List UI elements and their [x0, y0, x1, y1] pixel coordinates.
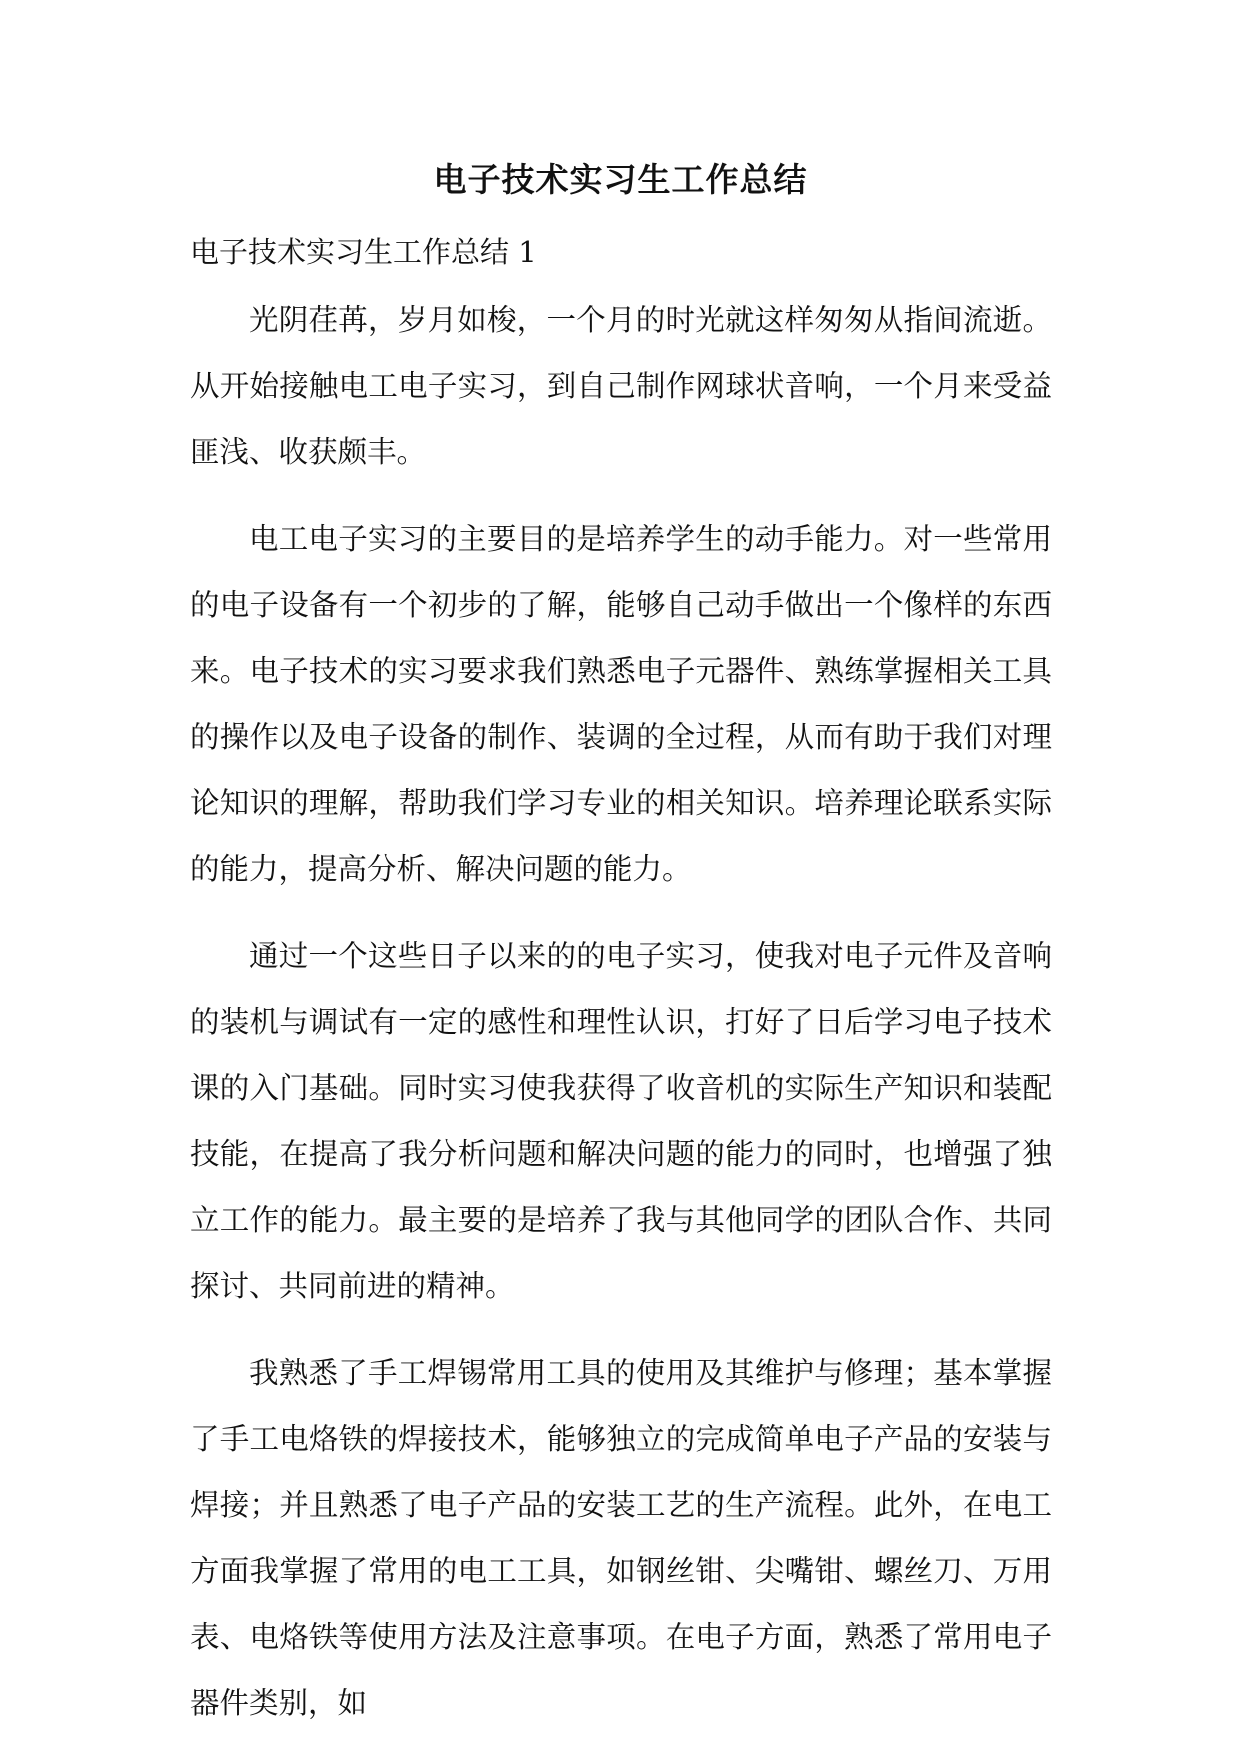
paragraph-3: 通过一个这些日子以来的的电子实习，使我对电子元件及音响的装机与调试有一定的感性和理性认识，打好了日后学习电子技术课的入门基础。同时实习使我获得了收音机的实际生产知识和装配技能，在提高了我分析问题和解决问题的能力的同时，也增强了独立工作的能力。最主要的是培养了我与其他同学的团队合作、共同探讨、共同前进的精神。 — [190, 939, 1052, 1303]
section-heading: 电子技术实习生工作总结 1 — [190, 235, 537, 269]
document-body — [190, 287, 1052, 1736]
paragraph-2: 电工电子实习的主要目的是培养学生的动手能力。对一些常用的电子设备有一个初步的了解，能够自己动手做出一个像样的东西来。电子技术的实习要求我们熟悉电子元器件、熟练掌握相关工具的操作以及电子设备的制作、装调的全过程，从而有助于我们对理论知识的理解，帮助我们学习专业的相关知识。培养理论联系实际的能力，提高分析、解决问题的能力。 — [190, 522, 1052, 886]
document-title: 电子技术实习生工作总结 — [433, 160, 808, 199]
paragraph-1: 光阴荏苒，岁月如梭，一个月的时光就这样匆匆从指间流逝。从开始接触电工电子实习，到自己制作网球状音响，一个月来受益匪浅、收获颇丰。 — [190, 303, 1052, 469]
paragraph-4: 我熟悉了手工焊锡常用工具的使用及其维护与修理；基本掌握了手工电烙铁的焊接技术，能够独立的完成简单电子产品的安装与焊接；并且熟悉了电子产品的安装工艺的生产流程。此外，在电工方面我掌握了常用的电工工具，如钢丝钳、尖嘴钳、螺丝刀、万用表、电烙铁等使用方法及注意事项。在电子方面，熟悉了常用电子器件类别，如 — [190, 1356, 1052, 1720]
